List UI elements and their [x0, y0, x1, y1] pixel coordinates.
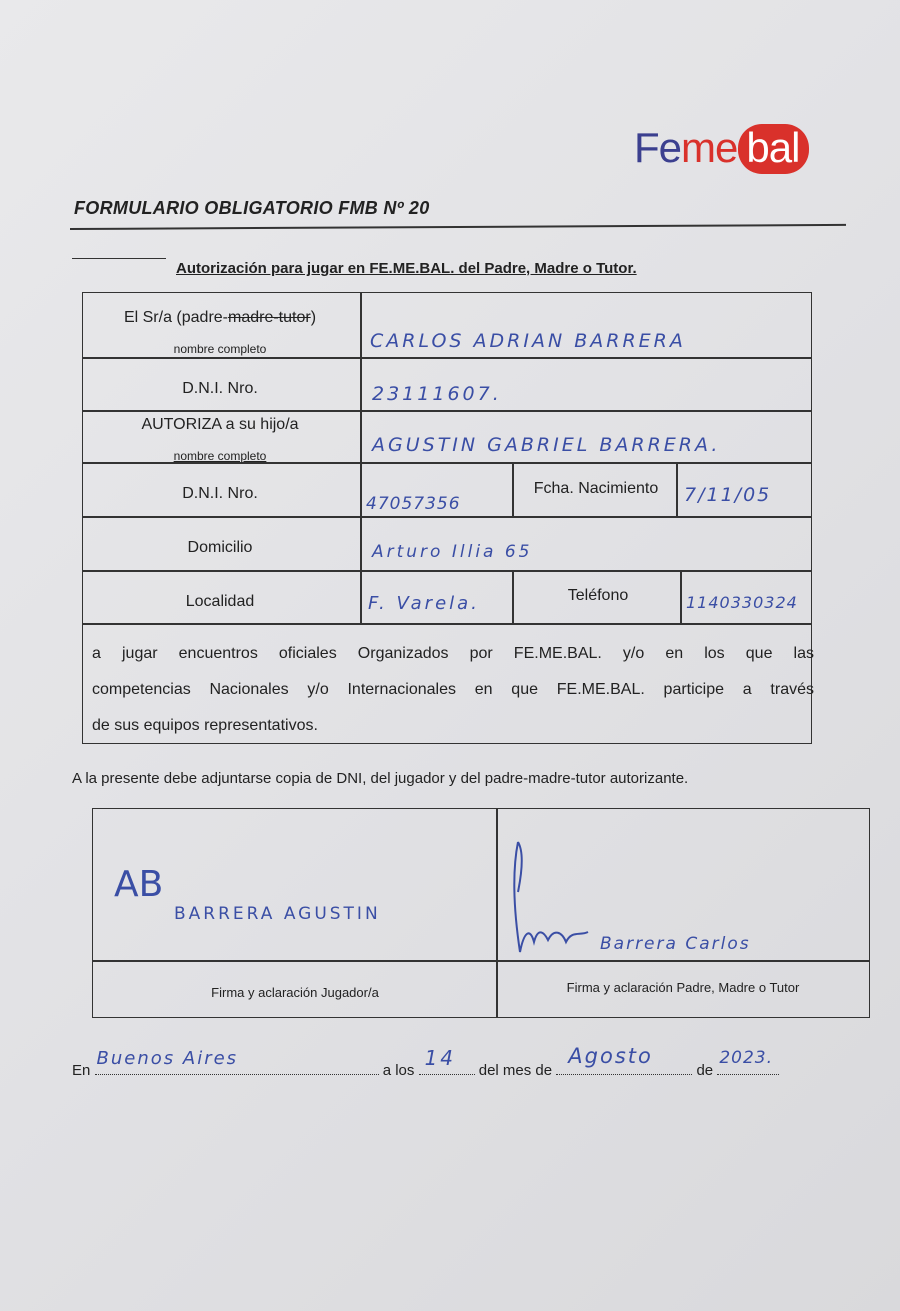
- address-label: Domicilio: [187, 539, 253, 556]
- parent-label-a: El Sr/a (padre-: [123, 309, 228, 326]
- row-divider: [83, 410, 811, 412]
- date-year-value: 2023.: [719, 1048, 773, 1068]
- short-rule: [72, 258, 166, 259]
- parent-dni-label: D.N.I. Nro.: [182, 380, 258, 397]
- player-initials: AB: [114, 864, 164, 905]
- child-label: AUTORIZA a su hijo/a: [141, 416, 299, 433]
- form-title: FORMULARIO OBLIGATORIO FMB Nº 20: [74, 198, 430, 218]
- form-subtitle: Autorización para jugar en FE.ME.BAL. del Padre, Madre o Tutor.: [176, 260, 637, 277]
- date-place-value: Buenos Aires: [96, 1048, 239, 1069]
- logo-bal: bal: [738, 124, 809, 174]
- parent-signature-label: Firma y aclaración Padre, Madre o Tutor: [566, 980, 800, 995]
- date-day-field: [419, 1046, 475, 1075]
- date-year-field: [717, 1048, 779, 1075]
- birth-date-value: 7/11/05: [684, 484, 772, 506]
- logo-fe: Fe: [634, 124, 682, 171]
- row-divider: [83, 623, 811, 625]
- phone-label: Teléfono: [567, 587, 629, 604]
- date-line: [72, 1044, 779, 1079]
- col-divider: [680, 570, 682, 624]
- date-place-field: [95, 1048, 379, 1075]
- parent-sub-label: nombre completo: [173, 342, 267, 356]
- parent-label-b: ): [310, 309, 317, 326]
- address-value: Arturo Illia 65: [372, 542, 533, 562]
- parent-label-strike: madre-tutor: [228, 309, 311, 326]
- parent-dni-value: 23111607.: [372, 383, 502, 405]
- col-divider: [360, 293, 362, 624]
- date-de-label: de: [696, 1062, 714, 1079]
- col-divider: [676, 462, 678, 516]
- row-divider: [83, 357, 811, 359]
- title-rule: [70, 224, 846, 230]
- paragraph-line-2: competencias Nacionales y/o Internacionales en que FE.ME.BAL. participe a través: [92, 681, 814, 698]
- date-mes-label: del mes de: [478, 1062, 553, 1079]
- attachment-note: A la presente debe adjuntarse copia de DNI, del jugador y del padre-madre-tutor autorizante.: [72, 770, 689, 787]
- parent-signature-scribble: [510, 832, 600, 962]
- phone-value: 1140330324: [686, 593, 798, 612]
- date-month-value: Agosto: [568, 1044, 653, 1068]
- authorization-paragraph: [92, 636, 814, 744]
- logo-me: me: [681, 124, 738, 171]
- player-name: BARRERA AGUSTIN: [174, 904, 381, 924]
- paragraph-line-3: de sus equipos representativos.: [92, 717, 318, 734]
- date-month-field: [556, 1044, 692, 1075]
- birth-date-label: Fcha. Nacimiento: [533, 480, 659, 497]
- city-label: Localidad: [185, 593, 255, 610]
- col-divider: [512, 570, 514, 624]
- signature-divider-v: [496, 809, 498, 1017]
- date-a-los-label: a los: [382, 1062, 415, 1079]
- date-en-label: En: [72, 1062, 91, 1079]
- paragraph-line-1: a jugar encuentros oficiales Organizados por FE.ME.BAL. y/o en los que las: [92, 645, 814, 662]
- child-dni-value: 47057356: [366, 494, 461, 514]
- child-dni-label: D.N.I. Nro.: [182, 485, 258, 502]
- child-sub-label: nombre completo: [173, 449, 267, 463]
- col-divider: [512, 462, 514, 516]
- femebal-logo: [634, 124, 809, 174]
- parent-name-value: CARLOS ADRIAN BARRERA: [370, 330, 686, 352]
- date-day-value: 14: [424, 1046, 457, 1070]
- row-divider: [83, 516, 811, 518]
- row-divider: [83, 570, 811, 572]
- signature-divider-h: [93, 960, 869, 962]
- parent-label: [100, 309, 340, 327]
- child-name-value: AGUSTIN GABRIEL BARRERA.: [372, 434, 721, 456]
- parent-signature-name: Barrera Carlos: [600, 934, 751, 954]
- city-value: F. Varela.: [368, 593, 480, 614]
- player-signature-label: Firma y aclaración Jugador/a: [211, 985, 379, 1000]
